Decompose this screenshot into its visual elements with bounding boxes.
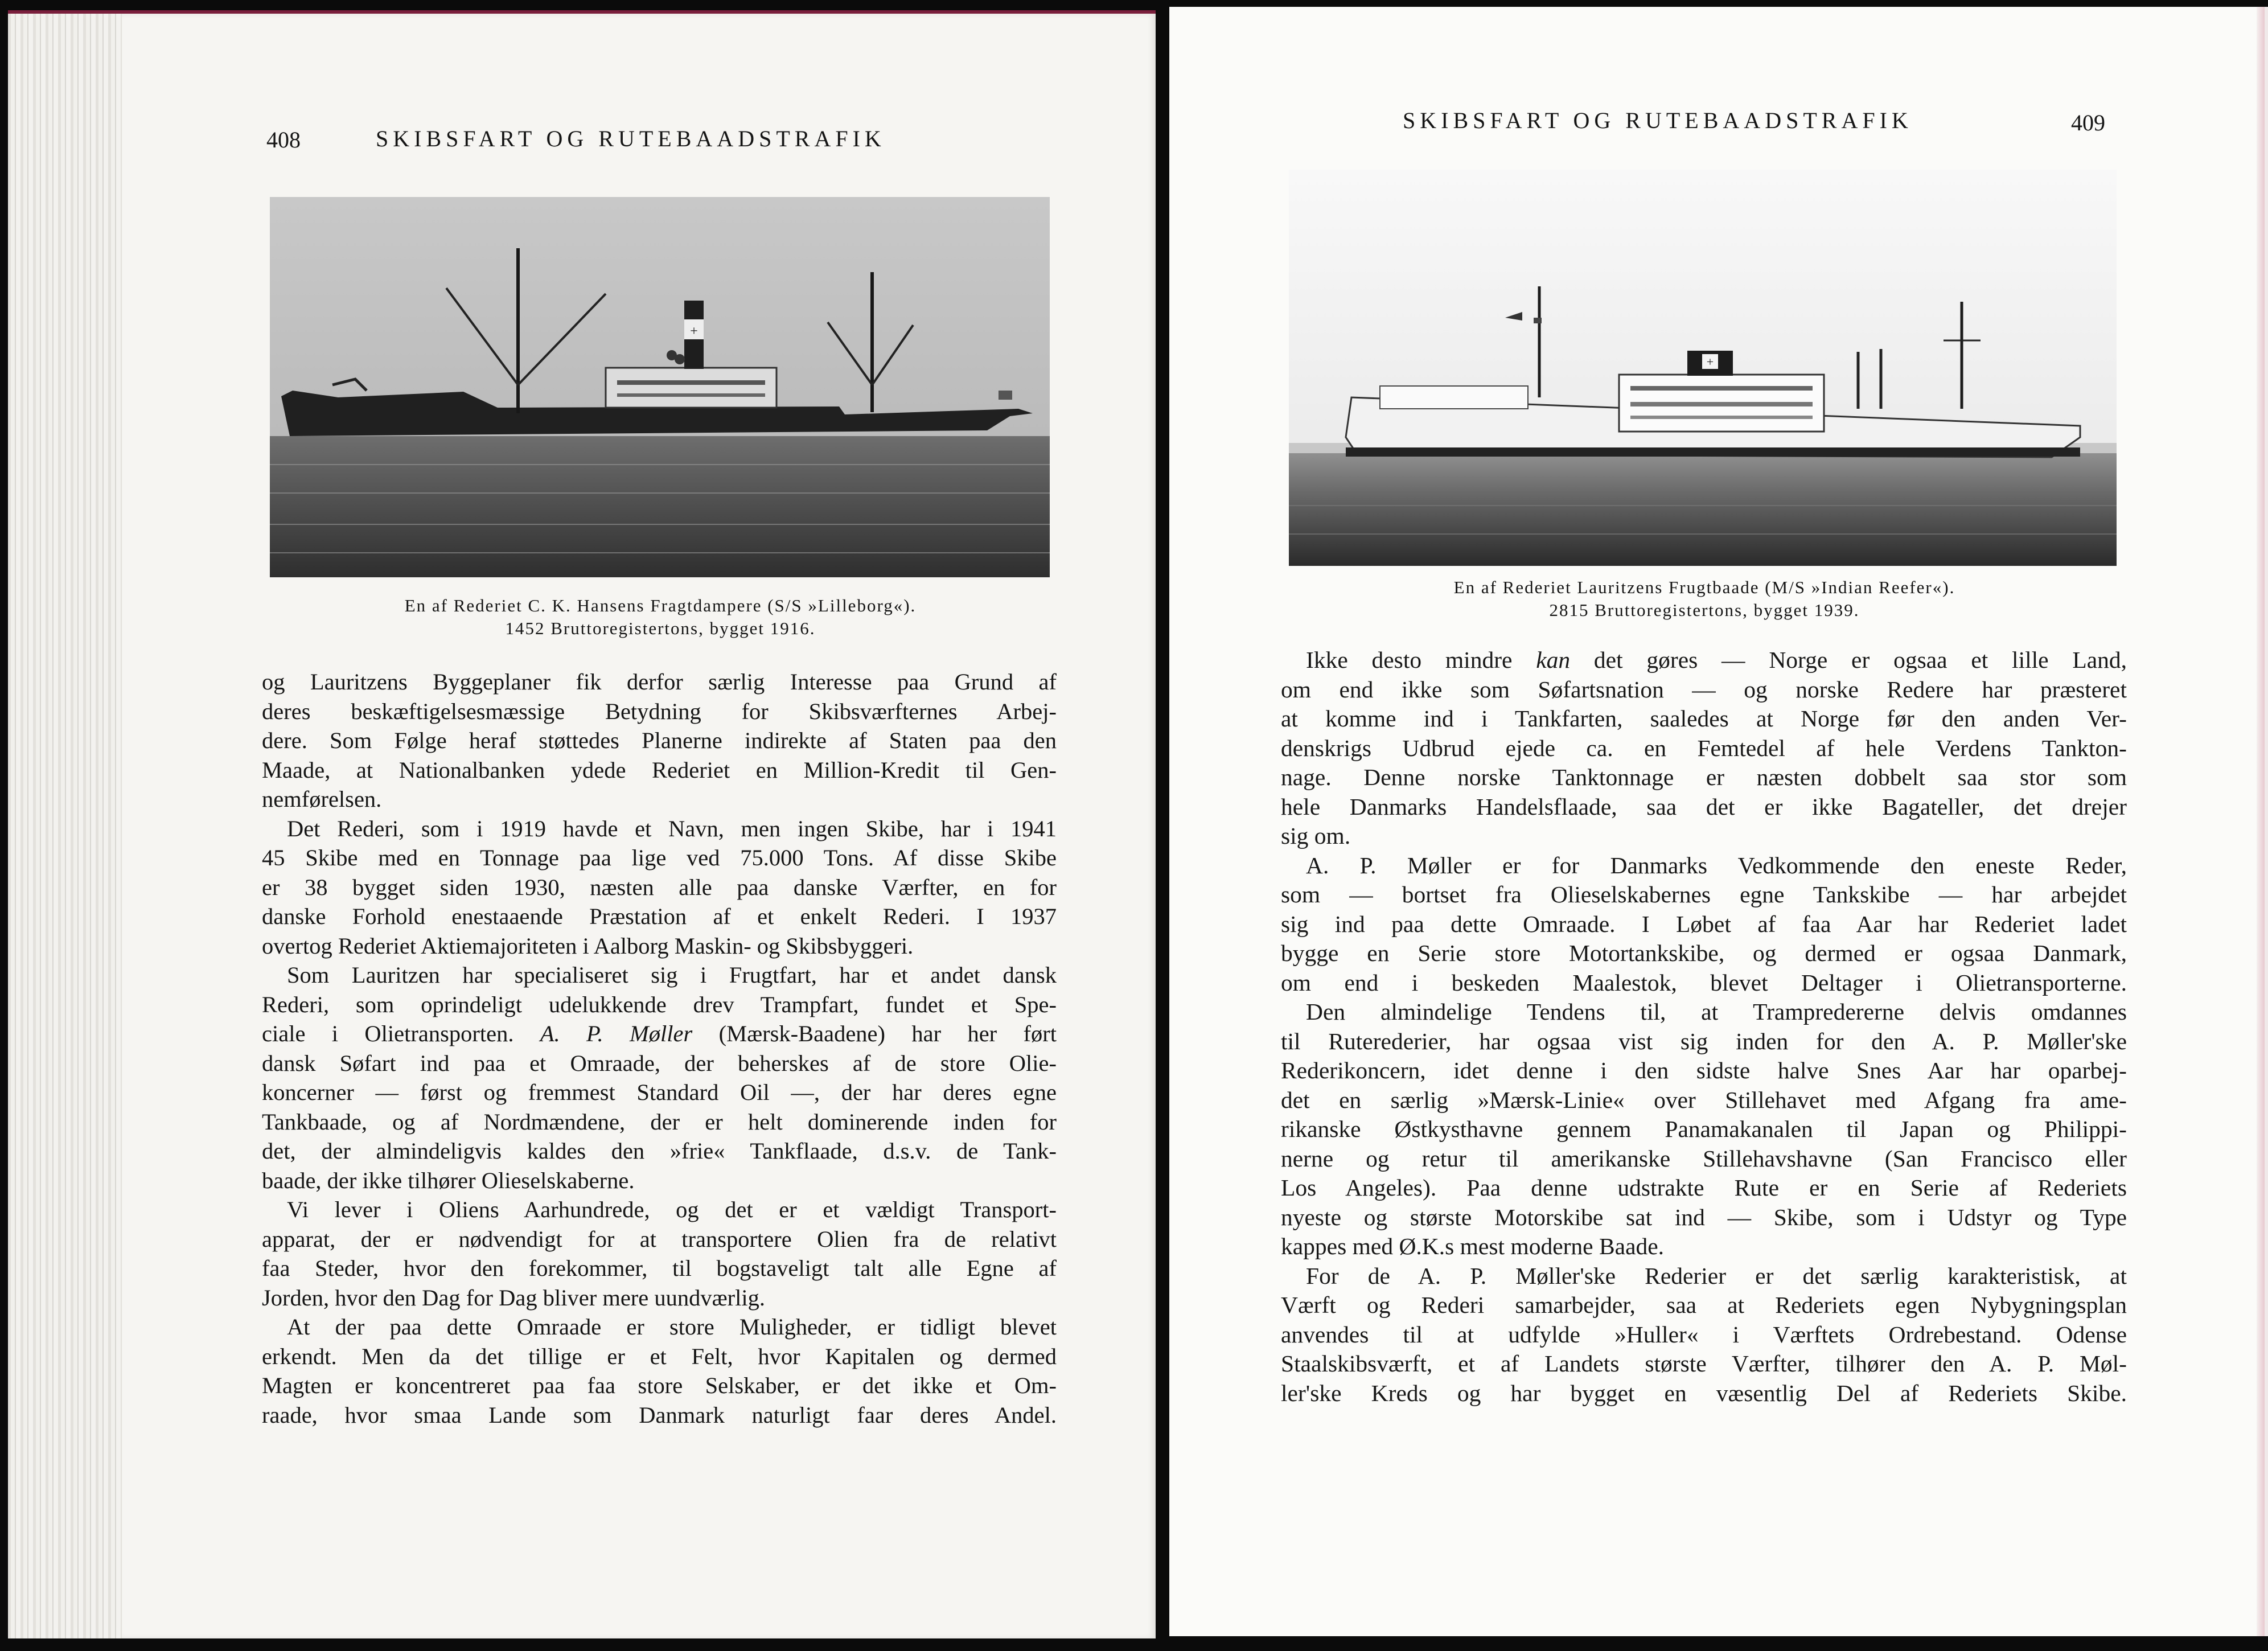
svg-text:+: + — [690, 324, 698, 339]
text-line: Den almindelige Tendens til, at Trampredererne delvis omdannes — [1306, 999, 2127, 1025]
text-line: apparat, der er nødvendigt for at transportere Olien fra de relativt — [262, 1226, 1057, 1252]
text-line: Rederi, som oprindeligt udelukkende drev Trampfart, fundet et Spe- — [262, 991, 1057, 1017]
text-line: det en særlig »Mærsk-Linie« over Stillehavet med Afgang fra ame- — [1281, 1086, 2127, 1113]
text-line: nyeste og største Motorskibe sat ind — Skibe, som i Udstyr og Type — [1281, 1204, 2127, 1230]
text-line: er 38 bygget siden 1930, næsten alle paa danske Værfter, en for — [262, 874, 1057, 900]
text-line: om end ikke som Søfartsnation — og norske Redere har præsteret — [1281, 676, 2127, 703]
text-line: Los Angeles). Paa denne udstrakte Rute er en Serie af Rederiets — [1281, 1174, 2127, 1201]
text-line: rikanske Østkysthavne gennem Panamakanalen til Japan og Philippi- — [1281, 1116, 2127, 1142]
photo-caption-left — [265, 594, 1056, 640]
text-line: baade, der ikke tilhører Olieselskaberne. — [262, 1167, 635, 1193]
page-number-left: 408 — [266, 127, 301, 153]
text-line: om end i beskeden Maalestok, blevet Deltager i Olietransporterne. — [1281, 969, 2127, 996]
text-line: danske Forhold enestaaende Præstation af et enkelt Rederi. I 1937 — [262, 903, 1057, 929]
text-line: Magten er koncentreret paa faa store Selskaber, er det ikke et Om- — [262, 1373, 1057, 1398]
motorship-illustration — [1289, 170, 2117, 566]
body-text-right — [1281, 646, 2127, 1408]
text-line: dansk Søfart ind paa et Omraade, der beherskes af de store Olie- — [262, 1050, 1057, 1076]
text-segment: Ikke desto mindre — [1306, 647, 1513, 673]
text-line: overtog Rederiet Aktiemajoriteten i Aalborg Maskin- og Skibsbyggeri. — [262, 933, 914, 959]
text-line: Rederikoncern, idet denne i den sidste halve Snes Aar har oparbej- — [1281, 1057, 2127, 1083]
ship-photo-lilleborg — [270, 197, 1050, 577]
text-line: Jorden, hvor den Dag for Dag bliver mere uundværlig. — [262, 1284, 766, 1311]
text-line: erkendt. Men da det tillige er et Felt, hvor Kapitalen og dermed — [262, 1343, 1057, 1369]
text-line: denskrigs Udbrud ejede ca. en Femtedel af hele Verdens Tankton- — [1281, 734, 2127, 761]
text-line: og Lauritzens Byggeplaner fik derfor særlig Interesse paa Grund af — [262, 669, 1057, 695]
text-line: deres beskæftigelsesmæssige Betydning for Skibsværfternes Arbej- — [262, 698, 1057, 724]
text-segment: det gøres — Norge er ogsaa et lille Land, — [1593, 647, 2127, 673]
text-line: sig om. — [1281, 823, 1351, 849]
text-line: ler'ske Kreds og har bygget en væsentlig Del af Rederiets Skibe. — [1281, 1379, 2127, 1406]
text-line: nerne og retur til amerikanske Stillehavshavne (San Francisco eller — [1281, 1145, 2127, 1172]
text-line: kappes med Ø.K.s mest moderne Baade. — [1281, 1233, 1665, 1259]
text-line: sig ind paa dette Omraade. I Løbet af faa Aar har Rederiet ladet — [1281, 910, 2127, 937]
text-line: At der paa dette Omraade er store Muligheder, er tidligt blevet — [287, 1314, 1057, 1340]
svg-text:+: + — [1706, 355, 1714, 369]
page-number-right: 409 — [2071, 110, 2105, 135]
text-line: anvendes til at udfylde »Huller« i Værftets Ordrebestand. Odense — [1281, 1321, 2127, 1348]
caption-line-1: En af Rederiet C. K. Hansens Fragtdampere (S/S »Lilleborg«). — [404, 595, 917, 615]
emphasis-italic: kan — [1536, 647, 1571, 673]
caption-line-2: 1452 Bruttoregistertons, bygget 1916. — [505, 618, 816, 638]
text-line: som — bortset fra Olieselskabernes egne Tankskibe — har arbejdet — [1281, 881, 2127, 907]
text-line: Som Lauritzen har specialiseret sig i Frugtfart, har et andet dansk — [287, 962, 1057, 988]
caption-line-1: En af Rederiet Lauritzens Frugtbaade (M/S »Indian Reefer«). — [1453, 577, 1955, 597]
text-line: faa Steder, hvor den forekommer, til bogstaveligt talt alle Egne af — [262, 1255, 1057, 1281]
text-line: at komme ind i Tankfarten, saaledes at Norge før den anden Ver- — [1281, 705, 2127, 732]
running-head-right: SKIBSFART OG RUTEBAADSTRAFIK — [1403, 108, 1913, 133]
text-line: hele Danmarks Handelsflaade, saa det er ikke Bagateller, det drejer — [1281, 793, 2127, 820]
text-line: 45 Skibe med en Tonnage paa lige ved 75.000 Tons. Af disse Skibe — [262, 845, 1057, 870]
right-page — [1169, 7, 2268, 1636]
text-line — [262, 1019, 1057, 1049]
text-line: Staalskibsværft, et af Landets største Værfter, tilhører den A. P. Møl- — [1281, 1350, 2127, 1377]
photo-caption-right — [1283, 576, 2126, 622]
caption-line-2: 2815 Bruttoregistertons, bygget 1939. — [1549, 600, 1860, 620]
text-line: bygge en Serie store Motortankskibe, og dermed er ogsaa Danmark, — [1281, 940, 2127, 966]
text-line: Det Rederi, som i 1919 havde et Navn, men ingen Skibe, har i 1941 — [287, 815, 1057, 841]
text-line: raade, hvor smaa Lande som Danmark naturligt faar deres Andel. — [262, 1402, 1057, 1428]
text-line: For de A. P. Møller'ske Rederier er det særlig karakteristisk, at — [1306, 1262, 2127, 1289]
left-page-text-area — [122, 14, 1156, 1638]
text-line — [1281, 646, 2127, 675]
text-line: A. P. Møller er for Danmarks Vedkommende den eneste Reder, — [1306, 852, 2127, 878]
running-head-left: SKIBSFART OG RUTEBAADSTRAFIK — [376, 126, 886, 151]
text-line: Vi lever i Oliens Aarhundrede, og det er et vældigt Transport- — [287, 1197, 1057, 1222]
left-page — [8, 10, 1156, 1638]
text-line: Maade, at Nationalbanken ydede Rederiet en Million-Kredit til Gen- — [262, 757, 1057, 783]
text-segment: ciale i Olietransporten. — [262, 1021, 514, 1046]
text-line: dere. Som Følge heraf støttedes Planerne indirekte af Staten paa den — [262, 728, 1057, 753]
text-segment: (Mærsk-Baadene) har her ført — [718, 1021, 1057, 1046]
body-text-left — [262, 667, 1057, 1430]
ship-photo-indian-reefer — [1289, 170, 2117, 566]
text-line: til Ruterederier, har ogsaa vist sig inden for den A. P. Møller'ske — [1281, 1028, 2127, 1054]
text-line: nage. Denne norske Tanktonnage er næsten dobbelt saa stor som — [1281, 764, 2127, 790]
text-line: nemførelsen. — [262, 786, 382, 812]
text-line: Værft og Rederi samarbejder, saa at Rederiets egen Nybygningsplan — [1281, 1292, 2127, 1318]
text-line: det, der almindeligvis kaldes den »frie« Tankflaade, d.s.v. de Tank- — [262, 1138, 1057, 1164]
steamship-illustration — [270, 197, 1050, 577]
text-line: Tankbaade, og af Nordmændene, der er helt dominerende inden for — [262, 1108, 1057, 1135]
company-name-italic: A. P. Møller — [540, 1021, 693, 1046]
text-line: koncerner — først og fremmest Standard Oil —, der har deres egne — [262, 1079, 1057, 1105]
